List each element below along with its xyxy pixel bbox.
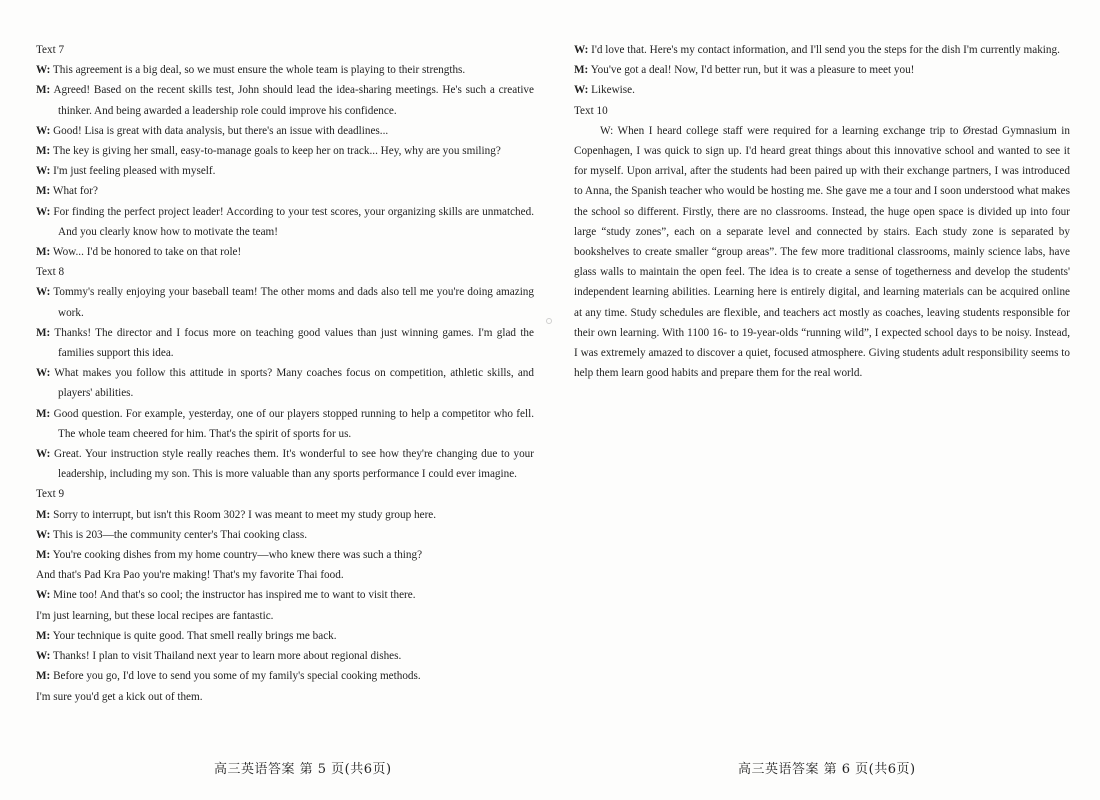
text8-heading: Text 8 <box>36 266 65 279</box>
text7-turn <box>36 161 534 181</box>
dialogue-line: Agreed! Based on the recent skills test, John should lead the idea-sharing meetings. He's such a creative thinker. And being awarded a leadership role could improve his confidence. <box>53 84 534 117</box>
speaker-label: M: <box>36 84 51 97</box>
text9-turn <box>36 646 534 666</box>
page-5-column <box>36 40 534 707</box>
dialogue-line: This agreement is a big deal, so we must ensure the whole team is playing to their strengths. <box>52 64 466 77</box>
text8-turn <box>36 363 534 403</box>
text9-turn <box>36 666 534 706</box>
speaker-label: W: <box>36 64 51 77</box>
speaker-label: M: <box>36 549 51 562</box>
text7-turn <box>36 80 534 120</box>
speaker-label: M: <box>36 185 51 198</box>
speaker-label: W: <box>36 650 51 663</box>
dialogue-line: You're cooking dishes from my home country—who knew there was such a thing? <box>52 549 423 562</box>
speaker-label: M: <box>36 508 51 521</box>
text7-turn <box>36 242 534 262</box>
text9-heading: Text 9 <box>36 488 65 501</box>
text7-turn <box>36 202 534 242</box>
speaker-label: W: <box>36 286 51 299</box>
scan-mark <box>546 318 552 324</box>
dialogue-line: Before you go, I'd love to send you some of my family's special cooking methods. <box>53 670 421 683</box>
text10-body: When I heard college staff were required for a learning exchange trip to Ørestad Gymnasium in Copenhagen, I was quick to sign up. I'd heard great things about this innovative school and wanted to see it for myself. Upon arrival, after the students had been paired up with their exchange partners, I was introduced to Anna, the Spanish teacher who would be hosting me. She gave me a tour and I soon understood what makes the school so different. Firstly, there are no classrooms. Instead, the huge open space is divided up into four large “study zones”, each on a separate level and connected by stairs. Each study zone is separated by bookshelves to create smaller “group areas”. The few more traditional classrooms, mainly science labs, have glass walls to maintain the open feel. The idea is to create a sense of togetherness and develop the students' independent learning abilities. Learning here is entirely digital, and learning materials can be acquired online at any time. Study schedules are flexible, and teachers act mostly as coaches, leaving students responsible for their own learning. With 1100 16- to 19-year-olds “running wild”, I expected school days to be noisy. Instead, I was extremely amazed to discover a quiet, focused atmosphere. Giving students adult responsibility seems to help them learn good habits and prepare them for the real world. <box>574 124 1070 380</box>
speaker-label: M: <box>36 629 51 642</box>
dialogue-line: Your technique is quite good. That smell really brings me back. <box>52 629 337 642</box>
dialogue-line: Likewise. <box>591 84 635 97</box>
speaker-label: W: <box>574 84 589 97</box>
speaker-label: M: <box>574 64 589 77</box>
dialogue-line: And that's Pad Kra Pao you're making! That's my favorite Thai food. <box>36 569 344 582</box>
text8-turn <box>36 282 534 322</box>
speaker-label: W: <box>36 589 51 602</box>
dialogue-line: I'd love that. Here's my contact information, and I'll send you the steps for the dish I'm currently making. <box>591 44 1060 56</box>
text8-turn <box>36 404 534 444</box>
dialogue-line: Sorry to interrupt, but isn't this Room 302? I was meant to meet my study group here. <box>53 508 437 521</box>
text9-cont-turn <box>574 60 1070 80</box>
dialogue-line: Wow... I'd be honored to take on that role! <box>52 246 242 259</box>
dialogue-line: Tommy's really enjoying your baseball team! The other moms and dads also tell me you're doing amazing work. <box>53 286 534 319</box>
dialogue-line: Great. Your instruction style really reaches them. It's wonderful to see how they're changing due to your leadership, including my son. This is more valuable than any sports performance I could ever imagine. <box>54 448 534 481</box>
speaker-label: W: <box>36 165 51 178</box>
left-sections <box>36 40 534 707</box>
text9-turn <box>36 585 534 625</box>
text9-turn <box>36 545 534 585</box>
dialogue-line: This is 203—the community center's Thai cooking class. <box>52 528 308 541</box>
dialogue-line: You've got a deal! Now, I'd better run, but it was a pleasure to meet you! <box>590 64 915 77</box>
dialogue-line: Good question. For example, yesterday, one of our players stopped running to help a competitor who fell. The whole team cheered for him. That's the spirit of sports for us. <box>53 407 534 440</box>
text9-cont-turn <box>574 40 1070 60</box>
text9-turn <box>36 626 534 646</box>
dialogue-line: I'm just feeling pleased with myself. <box>53 165 216 178</box>
speaker-label: W: <box>574 44 589 56</box>
dialogue-line: What for? <box>52 185 98 198</box>
text10-speaker: W: <box>600 124 614 137</box>
speaker-label: M: <box>36 246 51 259</box>
text8-turn <box>36 323 534 363</box>
dialogue-line: Good! Lisa is great with data analysis, but there's an issue with deadlines... <box>53 124 389 137</box>
text9-continued <box>574 40 1070 101</box>
text8-turn <box>36 444 534 484</box>
dialogue-line: The key is giving her small, easy-to-manage goals to keep her on track... Hey, why are you smiling? <box>52 145 501 158</box>
page-5-footer: 高三英语答案 第 5 页(共6页) <box>214 762 392 777</box>
text10-monologue <box>574 121 1070 384</box>
speaker-label: M: <box>36 326 51 339</box>
speaker-label: W: <box>36 367 51 380</box>
dialogue-line: What makes you follow this attitude in sports? Many coaches focus on competition, athletic skills, and players' abilities. <box>54 367 534 400</box>
text9-turn <box>36 505 534 525</box>
speaker-label: W: <box>36 205 51 218</box>
text7-turn <box>36 141 534 161</box>
speaker-label: M: <box>36 145 51 158</box>
text9-turn <box>36 525 534 545</box>
text7-turn <box>36 60 534 80</box>
text9-cont-turn <box>574 80 1070 100</box>
speaker-label: W: <box>36 528 51 541</box>
speaker-label: M: <box>36 670 51 683</box>
dialogue-line: Thanks! I plan to visit Thailand next year to learn more about regional dishes. <box>52 650 402 663</box>
page-6-footer: 高三英语答案 第 6 页(共6页) <box>738 762 916 777</box>
text10-heading: Text 10 <box>574 104 608 117</box>
speaker-label: W: <box>36 448 51 461</box>
speaker-label: W: <box>36 124 51 137</box>
dialogue-line: Mine too! And that's so cool; the instructor has inspired me to want to visit there. <box>53 589 416 602</box>
text7-heading: Text 7 <box>36 44 65 56</box>
dialogue-line: Thanks! The director and I focus more on teaching good values than just winning games. I'm glad the families support this idea. <box>54 326 534 360</box>
dialogue-line: For finding the perfect project leader! According to your test scores, your organizing skills are unmatched. And you clearly know how to motivate the team! <box>53 205 535 238</box>
text7-turn <box>36 121 534 141</box>
text7-turn <box>36 181 534 201</box>
page-6-column <box>574 40 1070 383</box>
dialogue-line: I'm just learning, but these local recipes are fantastic. <box>36 609 274 622</box>
speaker-label: M: <box>36 407 51 420</box>
dialogue-line: I'm sure you'd get a kick out of them. <box>36 690 203 703</box>
